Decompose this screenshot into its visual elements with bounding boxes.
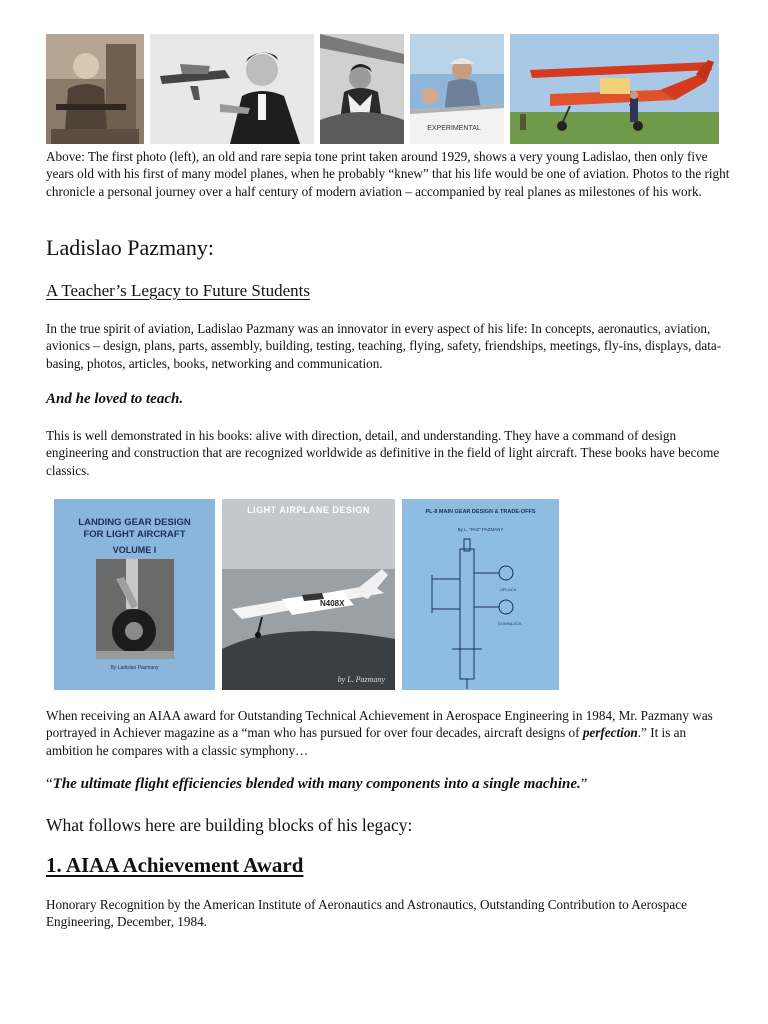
award-text-before: When receiving an AIAA award for Outstanding Technical Achievement in Aerospace Engineering in 1984, Mr. Pazmany was portrayed in Achiever magazine as a “man who has pursued for over four decades, aircraft designs of	[46, 708, 713, 741]
child-photo	[46, 34, 144, 144]
photo-caption: Above: The first photo (left), an old and rare sepia tone print taken around 1929, shows a very young Ladislao, then only five years old with his first of many model planes, when he probably “knew” that his life would be one of aviation. Photos to the right chronicle a personal journey over a half century of modern aviation – accompanied by real planes as milestones of his work.	[46, 149, 730, 199]
man-in-cockpit-photo	[320, 34, 404, 144]
book-cover-pl8-gear	[402, 499, 559, 690]
landing-gear-photo	[96, 559, 174, 659]
books-paragraph: This is well demonstrated in his books: alive with direction, detail, and understanding. They have a command of design engineering and construction that are recognized worldwide as definitive in the field of light aircraft. These books have become classics.	[46, 428, 720, 478]
gear-drawing	[402, 499, 559, 690]
book-title: LIGHT AIRPLANE DESIGN	[247, 505, 370, 515]
honorary-paragraph: Honorary Recognition by the American Institute of Aeronautics and Astronautics, Outstanding Contribution to Aerospace Engineering, December, 1984.	[46, 897, 687, 930]
award-paragraph	[46, 707, 730, 759]
follows-line: What follows here are building blocks of his legacy:	[46, 815, 413, 835]
book-title: PL-8 MAIN GEAR DESIGN & TRADE-OFFS	[425, 509, 536, 515]
pilot-experimental-plane-photo	[410, 34, 504, 144]
award-emphasis: perfection	[582, 725, 638, 741]
uplock-label: UPLOCK	[500, 587, 517, 592]
photo-strip	[46, 34, 719, 144]
quote-text: The ultimate flight efficiencies blended with many components into a single machine.	[52, 776, 581, 792]
spirit-paragraph: In the true spirit of aviation, Ladislao Pazmany was an innovator in every aspect of his life: In concepts, aeronautics, aviation, avionics – design, plans, parts, assembly, building, testing, teaching, flying, safety, friendships, meetings, fly-ins, displays, data-basing, photos, articles, books, networking and communication.	[46, 321, 722, 371]
author-signature: by L. Pazmany	[337, 675, 385, 684]
book-author: By L. "PAZ" PAZMANY	[457, 527, 504, 532]
quote-open-mark: “	[46, 776, 53, 792]
experimental-label: EXPERIMENTAL	[427, 125, 481, 132]
quote	[46, 776, 587, 793]
book-volume: VOLUME I	[112, 545, 157, 555]
book-cover-landing-gear	[54, 499, 215, 690]
award-section-heading: 1. AIAA Achievement Award	[46, 853, 304, 877]
book-author: By Ladislao Pazmany	[110, 665, 159, 671]
teach-emphasis: And he loved to teach.	[46, 391, 184, 407]
award-text-after: .” It is an ambition he compares with a classic symphony…	[46, 725, 687, 758]
red-airplane-photo	[510, 34, 719, 144]
book-cover-light-airplane-design	[222, 499, 395, 690]
man-with-model-plane-photo	[150, 34, 314, 144]
page-subtitle: A Teacher’s Legacy to Future Students	[46, 281, 310, 300]
book-title-line2: FOR LIGHT AIRCRAFT	[83, 529, 186, 540]
downlock-label: DOWNLOCK	[498, 621, 522, 626]
quote-close-mark: ”	[580, 776, 588, 792]
registration-mark: N408X	[320, 599, 345, 608]
page-title: Ladislao Pazmany:	[46, 235, 215, 260]
book-title-line1: LANDING GEAR DESIGN	[78, 517, 191, 528]
